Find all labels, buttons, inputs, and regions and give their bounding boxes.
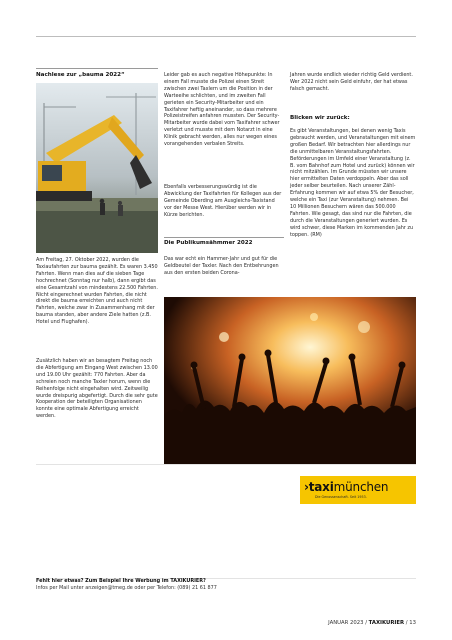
ad-callout-title: Fehlt hier etwas? Zum Beispiel Ihre Werbung im TAXIKURIER? [36,578,206,584]
paragraph: Ebenfalls verbesserungswürdig ist die Abwicklung der Taxifahrten für Kollegen aus der Gemeinde Oberding am Ausgleichs-Taxistand vor der Messe West. Hierüber werden wir in Kürze berichten. [164,184,282,218]
column-rule [164,237,284,238]
paragraph: Zusätzlich haben wir an besagtem Freitag noch die Abfertigung am Eingang West zwischen 13.00 und 19.00 Uhr gezählt: 770 Fahrten. Aber da schreien noch manche Taxler horum, wenn die Reihenfolge nicht eingehalten wird. Zeitweilig wurde dreispurig abgefertigt. Durch die sehr gute Kooperation der beteiligten Organisationen konnte eine optimale Abfertigung erreicht werden. [36,358,158,420]
taxi-muenchen-logo [304,480,388,494]
ad-callout-contact: Infos per Mail unter anzeigen@tmeg.de oder per Telefon: (089) 21 61 877 [36,585,217,591]
column-rule [36,68,158,69]
paragraph: Es gibt Veranstaltungen, bei denen wenig Taxis gebraucht werden, und Veranstaltungen mit einem großen Bedarf. Wir betrachten hier allerdings nur die unmittelbaren Veranstaltungsfahrten. Beförderungen im Umfeld einer Veranstaltung (z. B. vom Bahnhof zum Hotel und zurück) können wir nicht mitzählen. Im Grunde müssten wir unsere hier ermittelten Daten verdoppeln. Aber das soll jeder selber beurteilen. Nach unserer Zähl-Erfahrung kommen wir auf etwa 5% der Besucher, welche ein Taxi (zur Veranstaltung) nehmen. Bei 10 Millionen Besuchern wären das 500.000 Fahrten. Wie gesagt, das sind nur die Fahrten, die durch die Veranstaltungen generiert wurden. Es wird schwer, diese Marken im kommenden Jahr zu toppen. (RM) [290,128,416,238]
arrow-icon: › [304,480,309,494]
issue-label: JANUAR 2023 / [328,620,367,626]
logo-text-bold: taxi [308,480,334,494]
magazine-name: TAXIKURIER [368,620,405,626]
top-rule [36,36,416,37]
page-number: / 13 [405,620,416,626]
concert-crowd-photo [164,297,416,464]
section-heading: Nachlese zur „bauma 2022“ [36,72,125,78]
paragraph: Das war echt ein Hammer-Jahr und gut für die Geldbeutel der Taxler. Nach den Entbehrungen aus den ersten beiden Corona- [164,256,279,276]
section-heading: Die Publikumsähmmer 2022 [164,240,253,246]
ad-tagline: Die Genossenschaft. Seit 1953. [315,495,367,499]
logo-text-thin: münchen [333,480,389,494]
paragraph: Am Freitag, 27. Oktober 2022, wurden die Taxiaufahrten zur bauma gezählt. Es waren 3.450 Fahrten. Wenn man dies auf die sieben Tage hochrechnet (Sonntag nur halb), dann ergibt das eine Gesamtzahl von mindestens 22.500 Fahrten. Nicht eingerechnet wurden Fahrten, die nicht direkt die bauma erreichten und auch nicht Fahrten, welche zwar in Zusammenhang mit der bauma standen, aber andere Ziele hatten (z.B. Hotel und Flughafen). [36,257,158,326]
paragraph: Leider gab es auch negative Höhepunkte: In einem Fall musste die Polizei einen Streit zwischen zwei Taxlern um die Position in der Warteeihe schlichten, und im zweiten Fall gerieten ein Security-Mitarbeiter und ein Taxifahrer heftig aneinander, so dass mehrere Polizeistreifen anfahren mussten. Der Security-Mitarbeiter wurde dabei vom Taxifahrer schwer verletzt und musste mit dem Notarzt in eine Klinik gebracht werden, alles nur wegen eines vorangehenden verbalen Streits. [164,72,280,148]
paragraph: Jahren wurde endlich wieder richtig Geld verdient. Wer 2022 nicht sein Geld einfuhr, der hat etwas falsch gemacht. [290,72,413,92]
section-heading: Blicken wir zurück: [290,115,350,121]
page-footer [280,620,416,627]
excavator-photo [36,83,158,253]
